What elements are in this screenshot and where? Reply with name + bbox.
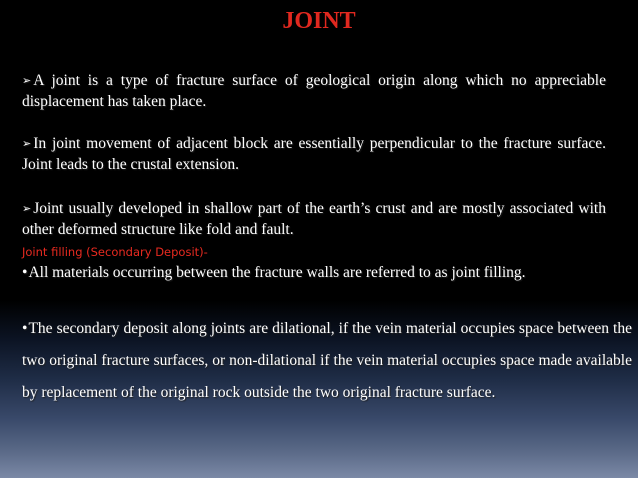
bullet-text-3: Joint usually developed in shallow part of the earth’s crust and are mostly associated with other deformed structure like fold and fault.: [22, 200, 606, 238]
section-subheading: Joint filling (Secondary Deposit)-: [22, 245, 208, 259]
dot-paragraph-1: [22, 262, 612, 283]
dot-bullet-icon: •: [22, 264, 28, 281]
bullet-paragraph-3: [22, 198, 606, 240]
bullet-text-1: A joint is a type of fracture surface of geological origin along which no appreciable displacement has taken place.: [22, 72, 606, 110]
dot-bullet-icon: •: [22, 320, 28, 337]
dot-text-2: The secondary deposit along joints are dilational, if the vein material occupies space between the two original fracture surfaces, or non-dilational if the vein material occupies space made available by replacement of the original rock outside the two original fracture surface.: [22, 320, 632, 401]
arrow-bullet-icon: ➢: [22, 202, 32, 215]
bullet-text-2: In joint movement of adjacent block are essentially perpendicular to the fracture surface. Joint leads to the crustal extension.: [22, 135, 606, 173]
arrow-bullet-icon: ➢: [22, 74, 32, 87]
bullet-paragraph-2: [22, 133, 606, 175]
arrow-bullet-icon: ➢: [22, 137, 32, 150]
dot-text-1: All materials occurring between the fracture walls are referred to as joint filling.: [28, 264, 526, 281]
slide-title: JOINT: [282, 8, 356, 34]
dot-paragraph-2: [22, 313, 632, 409]
bullet-paragraph-1: [22, 70, 606, 112]
